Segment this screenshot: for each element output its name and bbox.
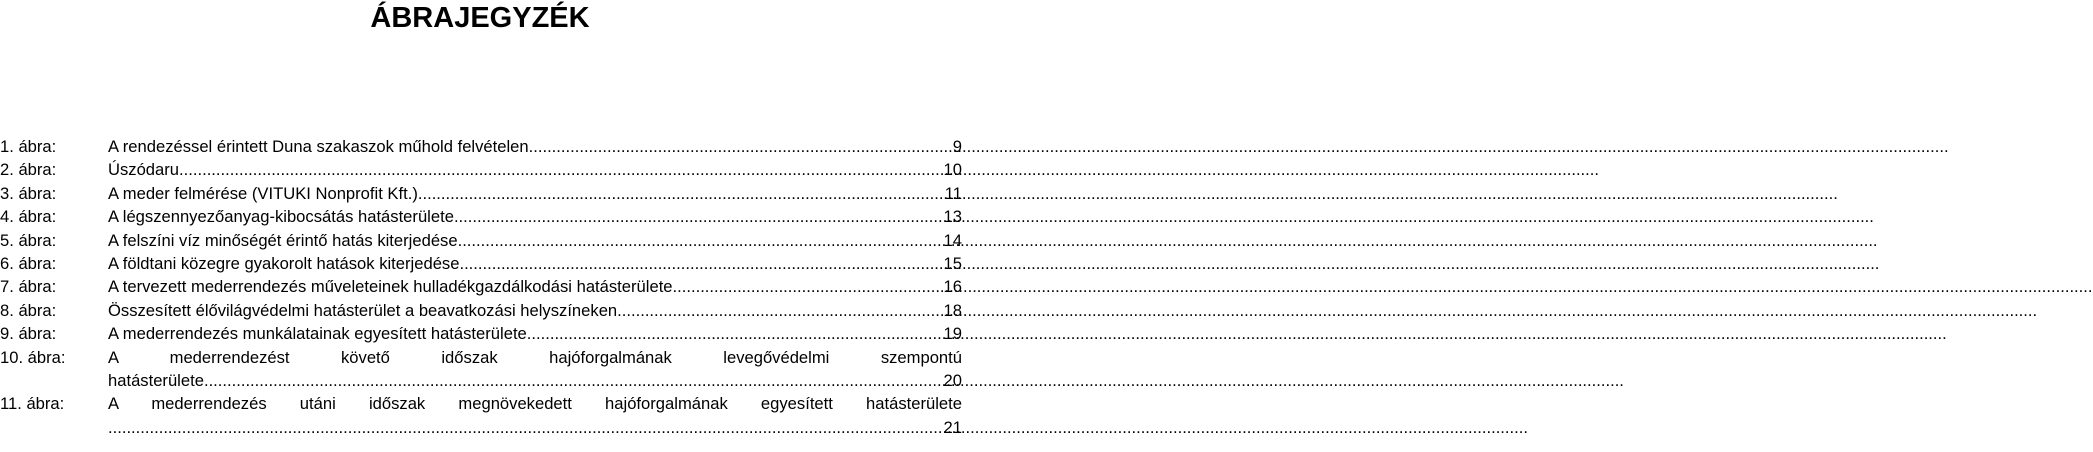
dot-leader: [673, 275, 942, 298]
figure-number: 8. ábra:: [0, 300, 57, 320]
dot-leader: [204, 369, 942, 392]
figure-caption: A mederrendezés utáni időszak megnövekedett hajóforgalmának egyesített hatásterülete: [108, 394, 962, 414]
figure-caption: A rendezéssel érintett Duna szakaszok műhold felvételen: [108, 137, 529, 156]
page-number: 11: [944, 183, 962, 203]
list-item[interactable]: [0, 392, 962, 439]
page-number: 19: [943, 324, 962, 344]
page-number: 18: [943, 300, 962, 320]
list-item[interactable]: [0, 346, 962, 393]
page-number: 13: [943, 207, 962, 227]
page-number: 15: [943, 254, 962, 274]
dot-leader: [617, 299, 941, 322]
dot-leader: [454, 205, 942, 228]
page-number: 20: [943, 371, 962, 391]
page-number: 21: [943, 417, 962, 437]
figure-caption-justified: [108, 392, 962, 415]
figure-number: 6. ábra:: [0, 254, 57, 274]
list-item[interactable]: [0, 182, 962, 205]
list-item[interactable]: [0, 205, 962, 228]
figure-list: [0, 135, 962, 439]
list-item[interactable]: [0, 252, 962, 275]
figure-number: 3. ábra:: [0, 183, 57, 203]
figure-caption: A felszíni víz minőségét érintő hatás kiterjedése: [108, 230, 458, 250]
figure-number: 9. ábra:: [0, 324, 57, 344]
list-item[interactable]: [0, 322, 962, 345]
dot-leader: [458, 229, 942, 252]
list-item[interactable]: [0, 158, 962, 181]
list-item[interactable]: [0, 299, 962, 322]
dot-leader: [529, 135, 951, 158]
page-title: ÁBRAJEGYZÉK: [370, 2, 590, 34]
figure-number: 5. ábra:: [0, 230, 57, 250]
figure-caption: Összesített élővilágvédelmi hatásterület a beavatkozási helyszíneken: [108, 300, 618, 320]
figure-caption: A földtani közegre gyakorolt hatások kiterjedése: [108, 254, 460, 274]
figure-caption: A tervezett mederrendezés műveleteinek hulladékgazdálkodási hatásterülete: [108, 277, 673, 297]
figure-caption: Úszódaru: [108, 160, 180, 180]
list-item[interactable]: [0, 275, 962, 298]
figure-number: 1. ábra:: [0, 137, 57, 156]
figure-number: 2. ábra:: [0, 160, 57, 180]
figure-caption: A meder felmérése (VITUKI Nonprofit Kft.): [108, 183, 418, 203]
figure-caption-continuation: hatásterülete: [108, 371, 204, 391]
figure-caption-justified: [108, 346, 962, 369]
dot-leader: [527, 322, 942, 345]
dot-leader: [459, 252, 941, 275]
list-item[interactable]: [0, 135, 962, 158]
page-number: 10: [943, 160, 962, 180]
page-number: 9: [952, 137, 962, 156]
page-number: 16: [943, 277, 962, 297]
figure-caption: A mederrendezést követő időszak hajóforgalmának levegővédelmi szempontú: [108, 347, 962, 367]
figure-caption: A mederrendezés munkálatainak egyesített hatásterülete: [108, 324, 527, 344]
list-item[interactable]: [0, 229, 962, 252]
page-number: 14: [943, 230, 962, 250]
figure-caption: A légszennyezőanyag-kibocsátás hatásterülete: [108, 207, 454, 227]
figure-number: 10. ábra:: [0, 347, 66, 367]
dot-leader: [179, 158, 942, 181]
dot-leader: [108, 416, 942, 439]
figure-number: 7. ábra:: [0, 277, 57, 297]
figure-number: 11. ábra:: [0, 394, 65, 414]
dot-leader: [418, 182, 943, 205]
figure-number: 4. ábra:: [0, 207, 57, 227]
